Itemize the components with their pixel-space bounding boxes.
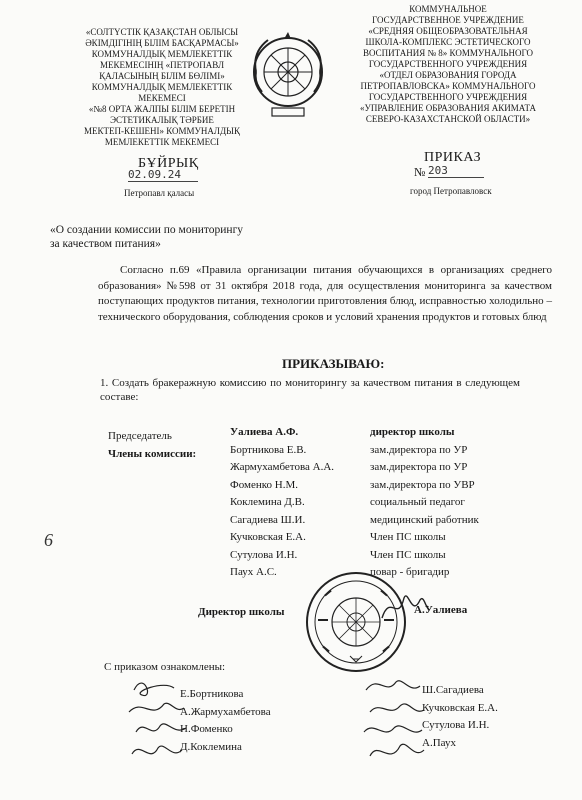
commission-roles: [370, 424, 479, 582]
order-word: ПРИКАЗЫВАЮ:: [282, 356, 385, 371]
acquainted-right-list: [422, 682, 498, 752]
member-role: повар - бригадир: [370, 566, 450, 578]
preamble-paragraph: Согласно п.69 «Правила организации питания обучающихся в организациях среднего образования» №598 от 31 октября 2018 года, для осуществления мониторинга за качеством поступающих продуктов питания, технологии приготовления блюд, исправностью холодильно – технического оборудования, соблюдения сроков и условий хранения продуктов и готовых блюд: [98, 264, 552, 323]
member-name: Бортникова Е.В.: [230, 443, 307, 456]
acquainted-left-list: [180, 686, 271, 756]
director-label: Директор школы: [198, 606, 285, 618]
member-name: Коклемина Д.В.: [230, 496, 305, 508]
doc-number: 203: [428, 164, 484, 178]
member-role: зам.директора по УВР: [370, 478, 475, 491]
member-name: Уалиева А.Ф.: [230, 426, 299, 438]
member-name: Сутулова И.Н.: [230, 548, 298, 561]
member-role: зам.директора по УР: [370, 443, 468, 456]
member-name: Фоменко Н.М.: [230, 478, 298, 491]
header-left-line: «СОЛТҮСТІК ҚАЗАҚСТАН ОБЛЫСЫ: [85, 27, 239, 37]
member-role: медицинский работник: [370, 513, 479, 526]
member-name: Сагадиева Ш.И.: [230, 513, 306, 526]
header-left-line: МЕМЛЕКЕТТІК МЕКЕМЕСІ: [104, 137, 220, 147]
header-right-line: ВОСПИТАНИЯ № 8» КОММУНАЛЬНОГО: [363, 48, 533, 58]
header-right-russian: [335, 4, 561, 125]
acquainted-name: Кучковская Е.А.: [422, 701, 498, 714]
header-right-line: КОММУНАЛЬНОЕ: [409, 4, 487, 14]
header-right-line: «СРЕДНЯЯ ОБЩЕОБРАЗОВАТЕЛЬНАЯ: [368, 26, 528, 36]
members-label: Члены комиссии:: [108, 448, 197, 460]
order-title-line: за качеством питания»: [50, 238, 161, 250]
acquainted-name: Сутулова И.Н.: [422, 719, 490, 731]
commission-names: [230, 424, 334, 582]
header-left-line: КОММУНАЛДЫҚ МЕМЛЕКЕТТІК: [91, 49, 233, 59]
header-left-line: КОММУНАЛДЫҚ МЕМЛЕКЕТТІК: [91, 82, 233, 92]
director-name: А.Уалиева: [414, 604, 468, 616]
header-left-line: МЕКЕМЕСІ: [138, 93, 186, 103]
order-title: [50, 223, 243, 251]
acquainted-label: С приказом ознакомлены:: [104, 661, 226, 673]
acquainted-name: Ш.Сагадиева: [422, 684, 484, 696]
acquainted-name: А.Паух: [422, 736, 456, 749]
header-left-line: МЕКЕМЕСІНІҢ «ПЕТРОПАВЛ: [99, 60, 225, 70]
header-left-line: ЭСТЕТИКАЛЫҚ ТӘРБИЕ: [110, 115, 214, 125]
doc-date: 02.09.24: [128, 168, 198, 182]
item-1: 1. Создать бракеражную комиссию по мониторингу за качеством питания в следующем составе:: [100, 377, 520, 403]
member-role: Член ПС школы: [370, 548, 446, 561]
doc-type-kz: БҰЙРЫҚ: [138, 156, 199, 171]
header-right-line: ШКОЛА-КОМПЛЕКС ЭСТЕТИЧЕСКОГО: [365, 37, 531, 47]
member-role: Член ПС школы: [370, 531, 446, 543]
member-role: директор школы: [370, 426, 455, 438]
header-left-line: ӘКІМДІГІНІҢ БІЛІМ БАСҚАРМАСЫ»: [85, 38, 239, 48]
city-kz: Петропавл қаласы: [124, 188, 195, 198]
header-right-line: «ОТДЕЛ ОБРАЗОВАНИЯ ГОРОДА: [379, 70, 517, 80]
header-right-line: «УПРАВЛЕНИЕ ОБРАЗОВАНИЯ АКИМАТА: [360, 103, 536, 113]
header-right-line: ГОСУДАРСТВЕННОГО УЧРЕЖДЕНИЯ: [368, 92, 528, 102]
member-name: Жармухамбетова А.А.: [230, 461, 335, 473]
order-title-line: «О создании комиссии по мониторингу: [50, 224, 244, 236]
margin-mark: 6: [44, 530, 53, 550]
doc-type-ru: ПРИКАЗ: [424, 150, 482, 165]
acquainted-name: Н.Фоменко: [180, 723, 233, 735]
city-ru: город Петропавловск: [410, 186, 492, 196]
member-role: социальный педагог: [370, 496, 465, 508]
header-right-line: ГОСУДАРСТВЕННОЕ УЧРЕЖДЕНИЕ: [372, 15, 524, 25]
header-left-kazakh: [64, 27, 260, 148]
doc-number-prefix: №: [414, 165, 426, 179]
header-left-line: ҚАЛАСЫНЫҢ БІЛІМ БӨЛІМІ»: [99, 71, 225, 81]
header-right-line: ПЕТРОПАВЛОВСКА» КОММУНАЛЬНОГО: [360, 81, 536, 91]
signatures-right: [360, 670, 430, 770]
acquainted-name: Д.Коклемина: [180, 740, 242, 753]
member-name: Кучковская Е.А.: [230, 531, 306, 543]
acquainted-name: Е.Бортникова: [180, 688, 244, 700]
header-left-line: «№8 ОРТА ЖАЛПЫ БІЛІМ БЕРЕТІН: [88, 104, 236, 114]
header-left-line: МЕКТЕП-КЕШЕНІ» КОММУНАЛДЫҚ: [83, 126, 241, 136]
member-name: Паух А.С.: [230, 566, 277, 578]
acquainted-name: А.Жармухамбетова: [180, 705, 271, 718]
chair-label: Председатель: [108, 430, 172, 442]
header-right-line: ГОСУДАРСТВЕННОГО УЧРЕЖДЕНИЯ: [368, 59, 528, 69]
state-emblem-icon: [250, 32, 326, 118]
header-right-line: СЕВЕРО-КАЗАХСТАНСКОЙ ОБЛАСТИ»: [365, 114, 531, 124]
member-role: зам.директора по УР: [370, 461, 468, 473]
